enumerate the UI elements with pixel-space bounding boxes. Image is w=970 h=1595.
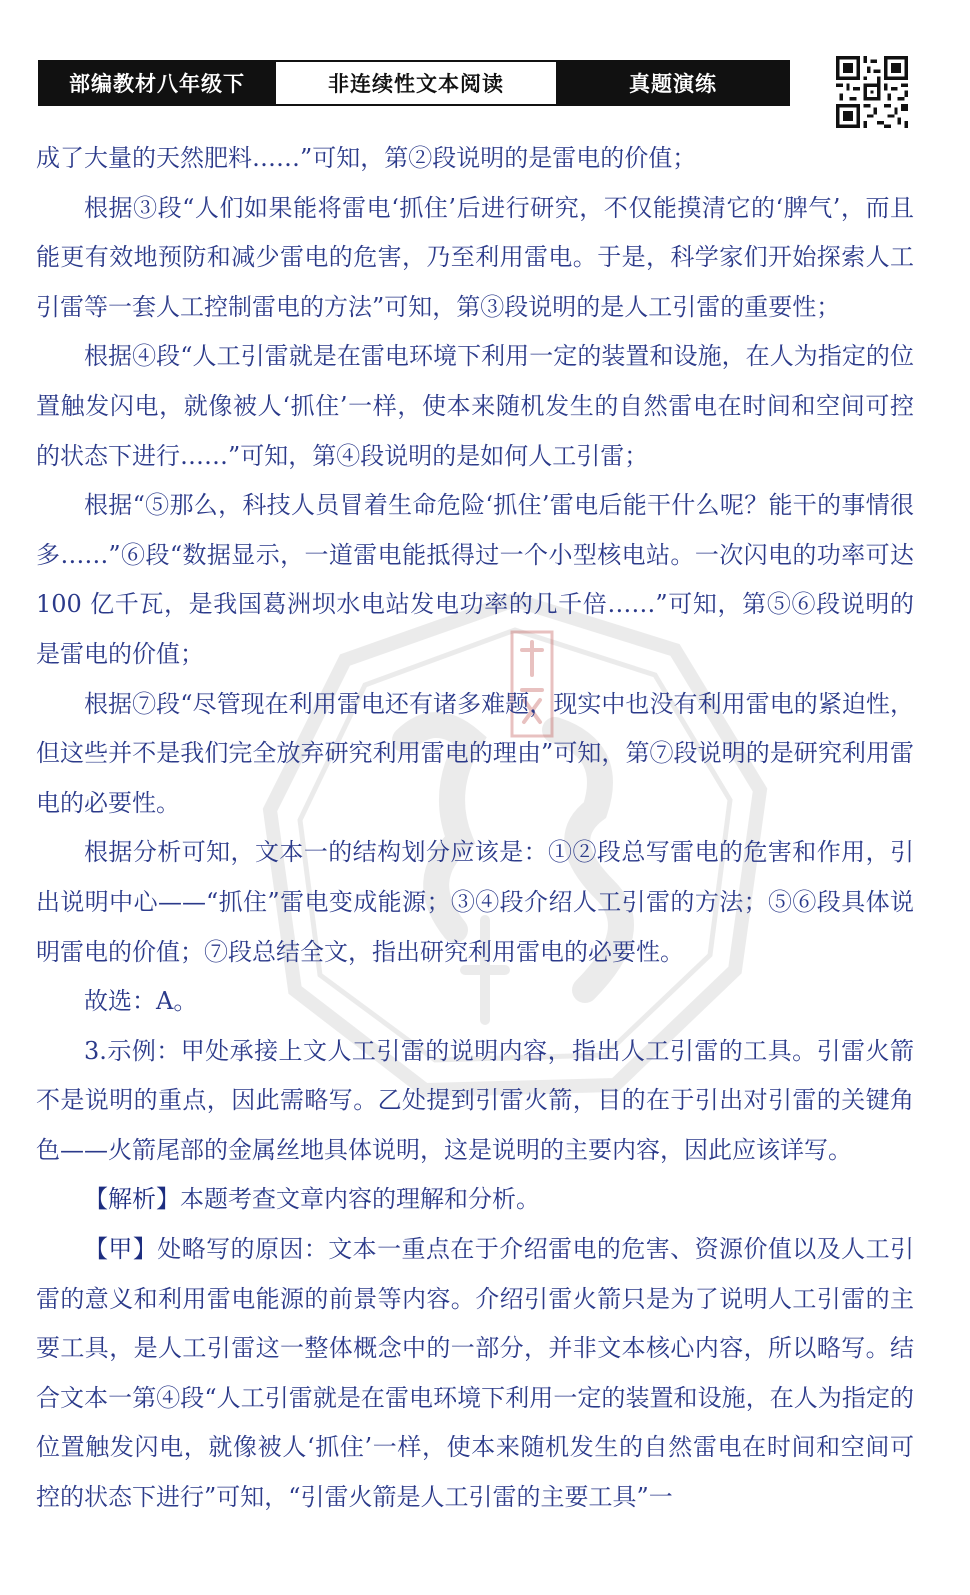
jia-paragraph xyxy=(36,1225,914,1523)
page-header xyxy=(38,60,790,106)
header-section-label: 真题演练 xyxy=(558,62,788,104)
paragraph: 根据⑦段“尽管现在利用雷电还有诸多难题，现实中也没有利用雷电的紧迫性，但这些并不是我们完全放弃研究利用雷电的理由”可知，第⑦段说明的是研究利用雷电的必要性。 xyxy=(36,689,914,817)
paragraph: 根据③段“人们如果能将雷电‘抓住’后进行研究，不仅能摸清它的‘脾气’，而且能更有效地预防和减少雷电的危害，乃至利用雷电。于是，科学家们开始探索人工引雷等一套人工控制雷电的方法”可知，第③段说明的是人工引雷的重要性； xyxy=(36,193,914,321)
jia-text: 处略写的原因：文本一重点在于介绍雷电的危害、资源价值以及人工引雷的意义和利用雷电能源的前景等内容。介绍引雷火箭只是为了说明人工引雷的主要工具，是人工引雷这一整体概念中的一部分，并非文本核心内容，所以略写。结合文本一第④段“人工引雷就是在雷电环境下利用一定的装置和设施，在人为指定的位置触发闪电，就像被人‘抓住’一样，使本来随机发生的自然雷电在时间和空间可控的状态下进行”可知，“引雷火箭是人工引雷的主要工具”一 xyxy=(36,1235,915,1512)
qr-code-icon xyxy=(836,56,908,128)
header-textbook-label: 部编教材八年级下 xyxy=(40,62,274,104)
answer-choice: 故选：A。 xyxy=(84,987,198,1016)
paragraph: 根据④段“人工引雷就是在雷电环境下利用一定的装置和设施，在人为指定的位置触发闪电，就像被人‘抓住’一样，使本来随机发生的自然雷电在时间和空间可控的状态下进行……”可知，第④段说明的是如何人工引雷； xyxy=(36,342,914,470)
analysis-paragraph xyxy=(36,1175,914,1225)
analysis-tag: 【解析】 xyxy=(84,1185,180,1214)
jia-tag: 【甲】 xyxy=(84,1235,158,1264)
header-topic-label: 非连续性文本阅读 xyxy=(274,62,558,104)
answer-text xyxy=(36,134,914,1523)
analysis-text: 本题考查文章内容的理解和分析。 xyxy=(180,1185,540,1214)
paragraph: 根据分析可知，文本一的结构划分应该是：①②段总写雷电的危害和作用，引出说明中心——“抓住”雷电变成能源；③④段介绍人工引雷的方法；⑤⑥段具体说明雷电的价值；⑦段总结全文，指出研究利用雷电的必要性。 xyxy=(36,838,914,966)
paragraph: 3.示例：甲处承接上文人工引雷的说明内容，指出人工引雷的工具。引雷火箭不是说明的重点，因此需略写。乙处提到引雷火箭，目的在于引出对引雷的关键角色——火箭尾部的金属丝地具体说明，这是说明的主要内容，因此应该详写。 xyxy=(36,1036,914,1164)
paragraph-continued: 成了大量的天然肥料……”可知，第②段说明的是雷电的价值； xyxy=(36,144,697,172)
paragraph: 根据“⑤那么，科技人员冒着生命危险‘抓住’雷电后能干什么呢？能干的事情很多……”⑥段“数据显示，一道雷电能抵得过一个小型核电站。一次闪电的功率可达 100 亿千瓦，是我国葛洲坝水电站发电功率的几千倍……”可知，第⑤⑥段说明的是雷电的价值； xyxy=(36,491,914,668)
